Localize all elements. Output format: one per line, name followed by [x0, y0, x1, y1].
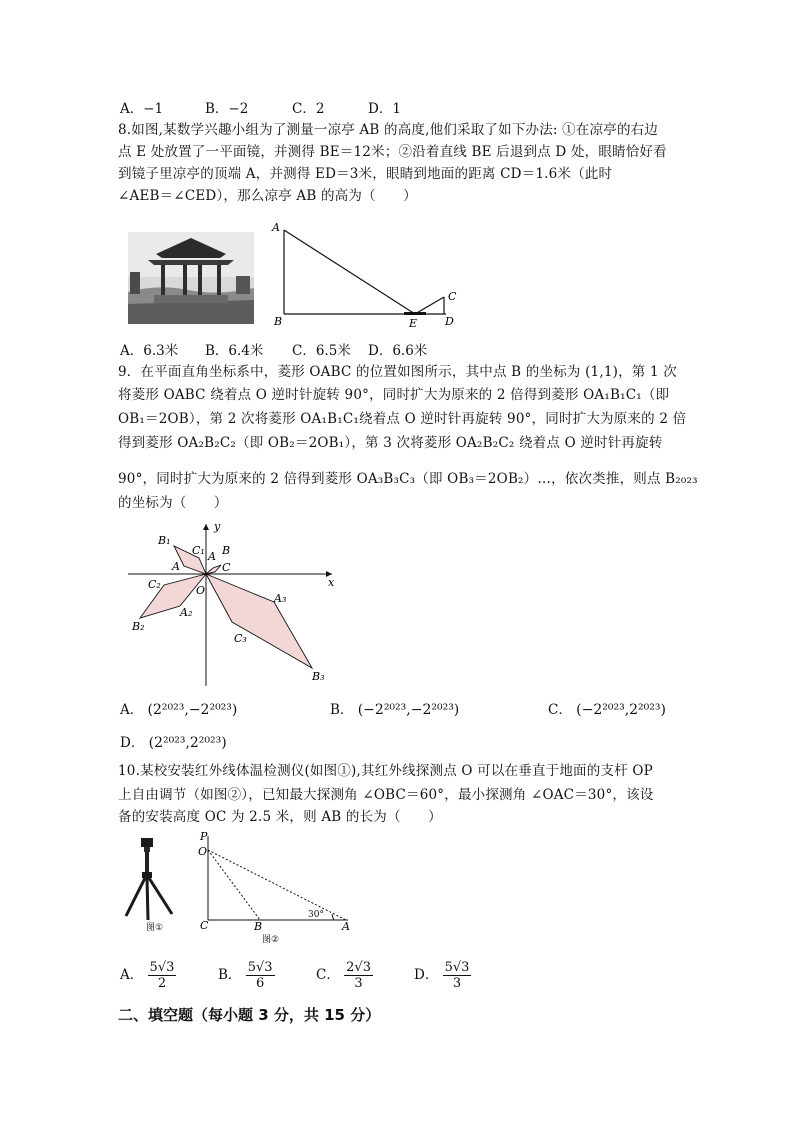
fig1-caption: 图① — [146, 923, 164, 932]
q9-label-c1: C₁ — [192, 544, 205, 557]
q10-label-o: O — [198, 845, 208, 858]
q9-label-b: B — [222, 544, 231, 557]
q10-option-c-fraction — [344, 960, 373, 991]
q9-label-a1: A — [172, 560, 180, 573]
q9-label-a3: A₃ — [274, 592, 287, 605]
q10-option-b — [218, 960, 275, 991]
q8-label-b: B — [274, 315, 283, 328]
q7-option-c: C．2 — [292, 101, 325, 117]
q10-line-3: 备的安装高度 OC 为 2.5 米，则 AB 的长为（ ） — [118, 809, 442, 825]
fig2-caption: 图② — [262, 935, 280, 944]
q9-line-4: 得到菱形 OA₂B₂C₂（即 OB₂＝2OB₁），第 3 次将菱形 OA₂B₂C₂ 绕着点 O 逆时针再旋转 — [118, 435, 663, 451]
section-2-heading: 二、填空题（每小题 3 分，共 15 分） — [118, 1006, 381, 1024]
q10-option-d-den: 3 — [452, 976, 462, 991]
q10-option-d-letter: D． — [414, 967, 439, 983]
pavilion-photo — [128, 232, 254, 324]
q9-option-a-value: (2²⁰²³,−2²⁰²³) — [147, 702, 238, 718]
q9-label-c2: C₂ — [148, 578, 161, 591]
q10-option-a-letter: A． — [120, 967, 144, 983]
q9-label-a2: A₂ — [180, 606, 193, 619]
q8-line-2: 点 E 处放置了一平面镜，并测得 BE＝12米；②沿着直线 BE 后退到点 D 处，眼睛恰好看 — [118, 144, 667, 160]
q8-option-c: C．6.5米 — [292, 343, 351, 359]
q10-line-2: 上自由调节（如图②），已知最大探测角 ∠OBC＝60°，最小探测角 ∠OAC＝30°，该设 — [118, 787, 654, 803]
q9-line-3: OB₁＝2OB），第 2 次将菱形 OA₁B₁C₁绕着点 O 逆时针再旋转 90°，同时扩大为原来的 2 倍 — [118, 411, 687, 427]
q9-option-d-value: (2²⁰²³,2²⁰²³) — [148, 735, 227, 751]
q10-option-b-den: 6 — [255, 976, 265, 991]
q9-option-b-letter: B． — [330, 702, 354, 718]
q7-option-d: D．1 — [368, 101, 401, 117]
q8-label-e: E — [409, 317, 418, 330]
q9-line-2: 将菱形 OABC 绕着点 O 逆时针旋转 90°，同时扩大为原来的 2 倍得到菱形 OA₁B₁C₁（即 — [118, 387, 670, 403]
q10-option-b-fraction — [246, 960, 275, 991]
q10-option-d-num: 5√3 — [444, 960, 470, 975]
q10-label-c: C — [200, 919, 209, 932]
q8-line-3: 到镜子里凉亭的顶端 A，并测得 ED＝3米，眼睛到地面的距离 CD＝1.6米（此时 — [118, 166, 613, 182]
q10-option-c-den: 3 — [354, 976, 363, 991]
q8-label-d: D — [445, 315, 454, 328]
q10-option-a-den: 2 — [157, 976, 167, 991]
q9-origin-o: O — [196, 584, 206, 597]
q9-option-d-letter: D． — [120, 735, 145, 751]
q10-angle-label: 30° — [308, 910, 324, 920]
q9-label-a: A — [208, 550, 216, 563]
q10-label-a: A — [342, 920, 350, 933]
q9-line-6: 的坐标为（ ） — [118, 495, 228, 511]
q10-label-b: B — [254, 920, 263, 933]
q10-label-p: P — [200, 830, 208, 843]
q8-option-d: D．6.6米 — [368, 343, 428, 359]
q9-option-a-letter: A． — [120, 702, 144, 718]
q9-rhombus-figure — [122, 518, 344, 688]
q10-option-c — [316, 960, 373, 991]
q9-label-b1: B₁ — [158, 534, 171, 547]
q8-line-4: ∠AEB＝∠CED），那么凉亭 AB 的高为（ ） — [118, 188, 417, 204]
q7-option-a: A．−1 — [120, 101, 164, 117]
q9-option-b-value: (−2²⁰²³,−2²⁰²³) — [357, 702, 460, 718]
q8-option-b: B．6.4米 — [205, 343, 264, 359]
q10-option-a-fraction — [148, 960, 177, 991]
q10-option-a — [120, 960, 176, 991]
q9-axis-y: y — [214, 520, 221, 533]
q10-angle-figure — [196, 828, 356, 944]
q10-option-d — [414, 960, 471, 991]
q10-option-b-letter: B． — [218, 967, 242, 983]
q9-axis-x: x — [328, 576, 335, 589]
q8-line-1: 8.如图,某数学兴趣小组为了测量一凉亭 AB 的高度,他们采取了如下办法: ①在凉亭的右边 — [118, 122, 659, 138]
q9-label-c3: C₃ — [234, 632, 247, 645]
q7-option-b: B．−2 — [205, 101, 249, 117]
q8-label-a: A — [272, 221, 280, 234]
q8-mirror-figure — [268, 218, 468, 330]
q10-option-d-fraction — [443, 960, 472, 991]
q9-line-1: 9．在平面直角坐标系中，菱形 OABC 的位置如图所示，其中点 B 的坐标为 (1,1)，第 1 次 — [118, 364, 677, 380]
q9-label-c: C — [222, 561, 231, 574]
q9-label-b2: B₂ — [132, 620, 145, 633]
q9-label-b3: B₃ — [312, 670, 325, 683]
q9-option-b — [330, 698, 459, 718]
q10-option-c-letter: C． — [316, 967, 340, 983]
q9-option-c-letter: C． — [548, 702, 572, 718]
q10-line-1: 10.某校安装红外线体温检测仪(如图①),其红外线探测点 O 可以在垂直于地面的支杆 OP — [118, 763, 653, 779]
q9-option-c — [548, 698, 666, 718]
q9-option-c-value: (−2²⁰²³,2²⁰²³) — [576, 702, 666, 718]
q9-option-d — [120, 731, 227, 751]
q8-label-c: C — [448, 290, 457, 303]
q10-option-b-num: 5√3 — [247, 960, 273, 975]
q10-option-c-num: 2√3 — [346, 960, 371, 975]
q10-option-a-num: 5√3 — [149, 960, 175, 975]
q8-option-a: A．6.3米 — [120, 343, 179, 359]
q9-option-a — [120, 698, 237, 718]
q9-line-5: 90°，同时扩大为原来的 2 倍得到菱形 OA₃B₃C₃（即 OB₃＝2OB₂）…，依次类推，则点 B₂₀₂₃ — [118, 471, 698, 487]
thermometer-tripod-figure — [120, 836, 186, 932]
